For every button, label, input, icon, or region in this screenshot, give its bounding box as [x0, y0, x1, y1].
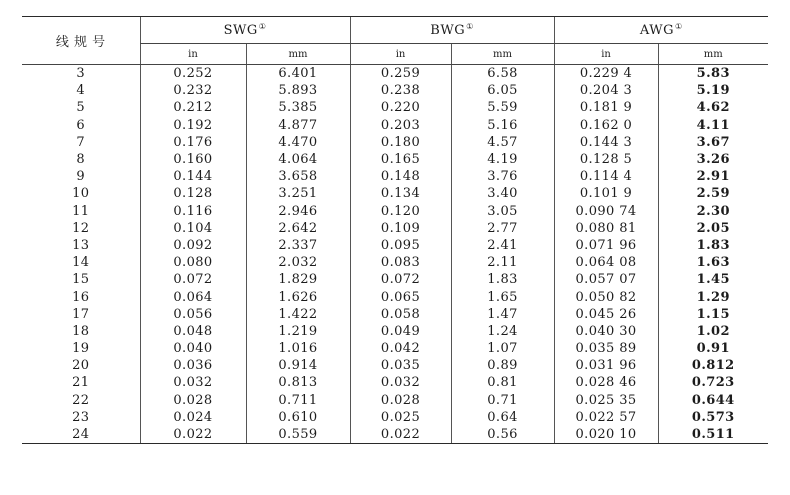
- bwg-in-cell: 0.109: [350, 220, 451, 237]
- swg-mm-cell: 3.658: [246, 168, 350, 185]
- table-row: [22, 151, 768, 168]
- swg-mm-cell: 5.893: [246, 82, 350, 99]
- awg-in-cell: 0.128 5: [554, 151, 658, 168]
- bwg-mm-cell: 0.89: [451, 357, 554, 374]
- awg-mm-cell: 1.29: [658, 288, 768, 305]
- bwg-in-cell: 0.032: [350, 374, 451, 391]
- table-row: [22, 134, 768, 151]
- awg-in-cell: 0.162 0: [554, 117, 658, 134]
- table-row: [22, 65, 768, 83]
- gauge-number-cell: 12: [72, 220, 90, 236]
- swg-footnote-mark: ①: [258, 22, 267, 31]
- awg-group-header: [554, 17, 768, 44]
- swg-mm-cell: 4.470: [246, 134, 350, 151]
- table-row: [22, 254, 768, 271]
- gauge-number-cell: 7: [76, 134, 86, 150]
- awg-in-cell: 0.229 4: [554, 65, 658, 83]
- awg-in-cell: 0.181 9: [554, 99, 658, 116]
- swg-in-cell: 0.024: [140, 409, 246, 426]
- awg-in-cell: 0.090 74: [554, 203, 658, 220]
- awg-in-cell: 0.144 3: [554, 134, 658, 151]
- table-row: [22, 392, 768, 409]
- swg-mm-unit: mm: [246, 44, 350, 65]
- bwg-in-cell: 0.022: [350, 426, 451, 444]
- awg-in-cell: 0.040 30: [554, 323, 658, 340]
- gauge-number-cell: 10: [72, 186, 90, 202]
- table-row: [22, 117, 768, 134]
- bwg-mm-cell: 1.47: [451, 306, 554, 323]
- bwg-mm-cell: 1.24: [451, 323, 554, 340]
- swg-mm-cell: 1.422: [246, 306, 350, 323]
- awg-mm-cell: 1.63: [658, 254, 768, 271]
- table-row: [22, 426, 768, 444]
- bwg-in-cell: 0.180: [350, 134, 451, 151]
- swg-in-unit: in: [140, 44, 246, 65]
- awg-mm-cell: 0.573: [658, 409, 768, 426]
- gauge-number-cell: 14: [72, 255, 90, 271]
- awg-mm-cell: 1.45: [658, 271, 768, 288]
- swg-in-cell: 0.080: [140, 254, 246, 271]
- swg-mm-cell: 2.946: [246, 203, 350, 220]
- awg-in-unit: in: [554, 44, 658, 65]
- swg-in-cell: 0.028: [140, 392, 246, 409]
- table-row: [22, 185, 768, 202]
- awg-in-cell: 0.114 4: [554, 168, 658, 185]
- bwg-label: BWG: [430, 23, 466, 38]
- table-row: [22, 271, 768, 288]
- bwg-in-cell: 0.220: [350, 99, 451, 116]
- swg-in-cell: 0.092: [140, 237, 246, 254]
- swg-mm-cell: 2.337: [246, 237, 350, 254]
- bwg-mm-cell: 1.83: [451, 271, 554, 288]
- awg-mm-cell: 2.05: [658, 220, 768, 237]
- awg-mm-cell: 0.644: [658, 392, 768, 409]
- bwg-mm-cell: 3.76: [451, 168, 554, 185]
- awg-in-cell: 0.204 3: [554, 82, 658, 99]
- bwg-in-cell: 0.058: [350, 306, 451, 323]
- bwg-in-cell: 0.095: [350, 237, 451, 254]
- bwg-in-cell: 0.049: [350, 323, 451, 340]
- awg-mm-cell: 0.723: [658, 374, 768, 391]
- table-row: [22, 168, 768, 185]
- table-row: [22, 237, 768, 254]
- bwg-mm-cell: 5.16: [451, 117, 554, 134]
- bwg-mm-cell: 6.05: [451, 82, 554, 99]
- swg-mm-cell: 1.829: [246, 271, 350, 288]
- swg-in-cell: 0.048: [140, 323, 246, 340]
- swg-mm-cell: 2.642: [246, 220, 350, 237]
- gauge-number-cell: 18: [72, 323, 90, 339]
- gauge-number-cell: 9: [76, 169, 86, 185]
- table-row: [22, 288, 768, 305]
- bwg-in-cell: 0.165: [350, 151, 451, 168]
- gauge-number-cell: 15: [72, 272, 90, 288]
- awg-mm-cell: 2.59: [658, 185, 768, 202]
- swg-in-cell: 0.176: [140, 134, 246, 151]
- table-row: [22, 203, 768, 220]
- gauge-number-cell: 19: [72, 341, 90, 357]
- awg-in-cell: 0.064 08: [554, 254, 658, 271]
- table-row: [22, 374, 768, 391]
- awg-mm-cell: 1.02: [658, 323, 768, 340]
- bwg-in-cell: 0.072: [350, 271, 451, 288]
- bwg-mm-cell: 0.81: [451, 374, 554, 391]
- bwg-mm-cell: 0.64: [451, 409, 554, 426]
- swg-in-cell: 0.116: [140, 203, 246, 220]
- swg-in-cell: 0.064: [140, 288, 246, 305]
- awg-mm-cell: 5.83: [658, 65, 768, 83]
- swg-mm-cell: 0.813: [246, 374, 350, 391]
- awg-mm-cell: 0.511: [658, 426, 768, 444]
- awg-in-cell: 0.035 89: [554, 340, 658, 357]
- awg-in-cell: 0.050 82: [554, 288, 658, 305]
- table-row: [22, 220, 768, 237]
- bwg-in-cell: 0.035: [350, 357, 451, 374]
- awg-mm-cell: 3.26: [658, 151, 768, 168]
- bwg-mm-cell: 2.77: [451, 220, 554, 237]
- swg-in-cell: 0.072: [140, 271, 246, 288]
- swg-mm-cell: 0.711: [246, 392, 350, 409]
- swg-in-cell: 0.036: [140, 357, 246, 374]
- bwg-mm-cell: 3.40: [451, 185, 554, 202]
- swg-in-cell: 0.104: [140, 220, 246, 237]
- awg-in-cell: 0.101 9: [554, 185, 658, 202]
- bwg-mm-cell: 0.71: [451, 392, 554, 409]
- bwg-in-cell: 0.025: [350, 409, 451, 426]
- bwg-mm-unit: mm: [451, 44, 554, 65]
- awg-in-cell: 0.031 96: [554, 357, 658, 374]
- bwg-in-cell: 0.148: [350, 168, 451, 185]
- awg-mm-unit: mm: [658, 44, 768, 65]
- awg-in-cell: 0.071 96: [554, 237, 658, 254]
- awg-in-cell: 0.080 81: [554, 220, 658, 237]
- swg-mm-cell: 0.914: [246, 357, 350, 374]
- awg-in-cell: 0.022 57: [554, 409, 658, 426]
- gauge-number-cell: 21: [72, 375, 90, 391]
- bwg-in-cell: 0.083: [350, 254, 451, 271]
- table-row: [22, 99, 768, 116]
- swg-in-cell: 0.144: [140, 168, 246, 185]
- bwg-mm-cell: 2.41: [451, 237, 554, 254]
- bwg-group-header: [350, 17, 554, 44]
- bwg-in-cell: 0.042: [350, 340, 451, 357]
- gauge-number-cell: 3: [76, 66, 86, 82]
- awg-mm-cell: 1.15: [658, 306, 768, 323]
- bwg-mm-cell: 0.56: [451, 426, 554, 444]
- bwg-in-cell: 0.203: [350, 117, 451, 134]
- awg-mm-cell: 3.67: [658, 134, 768, 151]
- table-row: [22, 323, 768, 340]
- awg-in-cell: 0.045 26: [554, 306, 658, 323]
- table-body: [22, 65, 768, 444]
- bwg-in-cell: 0.134: [350, 185, 451, 202]
- awg-label: AWG: [639, 23, 674, 38]
- gauge-number-cell: 20: [72, 358, 90, 374]
- swg-in-cell: 0.212: [140, 99, 246, 116]
- awg-in-cell: 0.020 10: [554, 426, 658, 444]
- swg-mm-cell: 0.559: [246, 426, 350, 444]
- swg-label: SWG: [223, 23, 258, 38]
- awg-in-cell: 0.057 07: [554, 271, 658, 288]
- gauge-number-cell: 22: [72, 392, 90, 408]
- swg-in-cell: 0.160: [140, 151, 246, 168]
- swg-mm-cell: 2.032: [246, 254, 350, 271]
- swg-in-cell: 0.252: [140, 65, 246, 83]
- gauge-number-cell: 4: [76, 83, 86, 99]
- awg-mm-cell: 0.812: [658, 357, 768, 374]
- bwg-mm-cell: 6.58: [451, 65, 554, 83]
- swg-mm-cell: 6.401: [246, 65, 350, 83]
- awg-in-cell: 0.025 35: [554, 392, 658, 409]
- swg-mm-cell: 5.385: [246, 99, 350, 116]
- gauge-number-cell: 6: [76, 117, 86, 133]
- swg-in-cell: 0.022: [140, 426, 246, 444]
- bwg-mm-cell: 4.57: [451, 134, 554, 151]
- swg-mm-cell: 4.064: [246, 151, 350, 168]
- awg-mm-cell: 2.91: [658, 168, 768, 185]
- group-header-row: [22, 17, 768, 44]
- gauge-number-cell: 8: [76, 152, 86, 168]
- bwg-in-cell: 0.259: [350, 65, 451, 83]
- awg-mm-cell: 1.83: [658, 237, 768, 254]
- swg-in-cell: 0.232: [140, 82, 246, 99]
- awg-footnote-mark: ①: [675, 22, 683, 31]
- table-row: [22, 340, 768, 357]
- gauge-number-cell: 11: [72, 203, 90, 219]
- bwg-mm-cell: 3.05: [451, 203, 554, 220]
- swg-in-cell: 0.040: [140, 340, 246, 357]
- bwg-in-cell: 0.065: [350, 288, 451, 305]
- swg-in-cell: 0.128: [140, 185, 246, 202]
- swg-group-header: [140, 17, 350, 44]
- awg-mm-cell: 0.91: [658, 340, 768, 357]
- awg-mm-cell: 4.62: [658, 99, 768, 116]
- swg-in-cell: 0.192: [140, 117, 246, 134]
- bwg-in-unit: in: [350, 44, 451, 65]
- bwg-mm-cell: 2.11: [451, 254, 554, 271]
- bwg-mm-cell: 4.19: [451, 151, 554, 168]
- awg-mm-cell: 4.11: [658, 117, 768, 134]
- awg-mm-cell: 5.19: [658, 82, 768, 99]
- gauge-number-cell: 5: [76, 100, 86, 116]
- table-row: [22, 82, 768, 99]
- swg-mm-cell: 3.251: [246, 185, 350, 202]
- gauge-number-cell: 17: [72, 306, 90, 322]
- bwg-mm-cell: 1.07: [451, 340, 554, 357]
- bwg-in-cell: 0.120: [350, 203, 451, 220]
- gauge-number-cell: 13: [72, 237, 90, 253]
- gauge-number-header: 线 规 号: [22, 17, 140, 65]
- swg-in-cell: 0.032: [140, 374, 246, 391]
- bwg-mm-cell: 5.59: [451, 99, 554, 116]
- awg-in-cell: 0.028 46: [554, 374, 658, 391]
- gauge-number-cell: 23: [72, 409, 90, 425]
- bwg-in-cell: 0.028: [350, 392, 451, 409]
- bwg-in-cell: 0.238: [350, 82, 451, 99]
- swg-mm-cell: 0.610: [246, 409, 350, 426]
- swg-mm-cell: 1.219: [246, 323, 350, 340]
- gauge-number-cell: 16: [72, 289, 90, 305]
- bwg-footnote-mark: ①: [466, 22, 474, 31]
- bwg-mm-cell: 1.65: [451, 288, 554, 305]
- awg-mm-cell: 2.30: [658, 203, 768, 220]
- table-row: [22, 409, 768, 426]
- wire-gauge-table: [22, 16, 768, 444]
- gauge-number-cell: 24: [22, 426, 140, 444]
- swg-mm-cell: 4.877: [246, 117, 350, 134]
- table-row: [22, 357, 768, 374]
- swg-in-cell: 0.056: [140, 306, 246, 323]
- swg-mm-cell: 1.626: [246, 288, 350, 305]
- swg-mm-cell: 1.016: [246, 340, 350, 357]
- table-row: [22, 306, 768, 323]
